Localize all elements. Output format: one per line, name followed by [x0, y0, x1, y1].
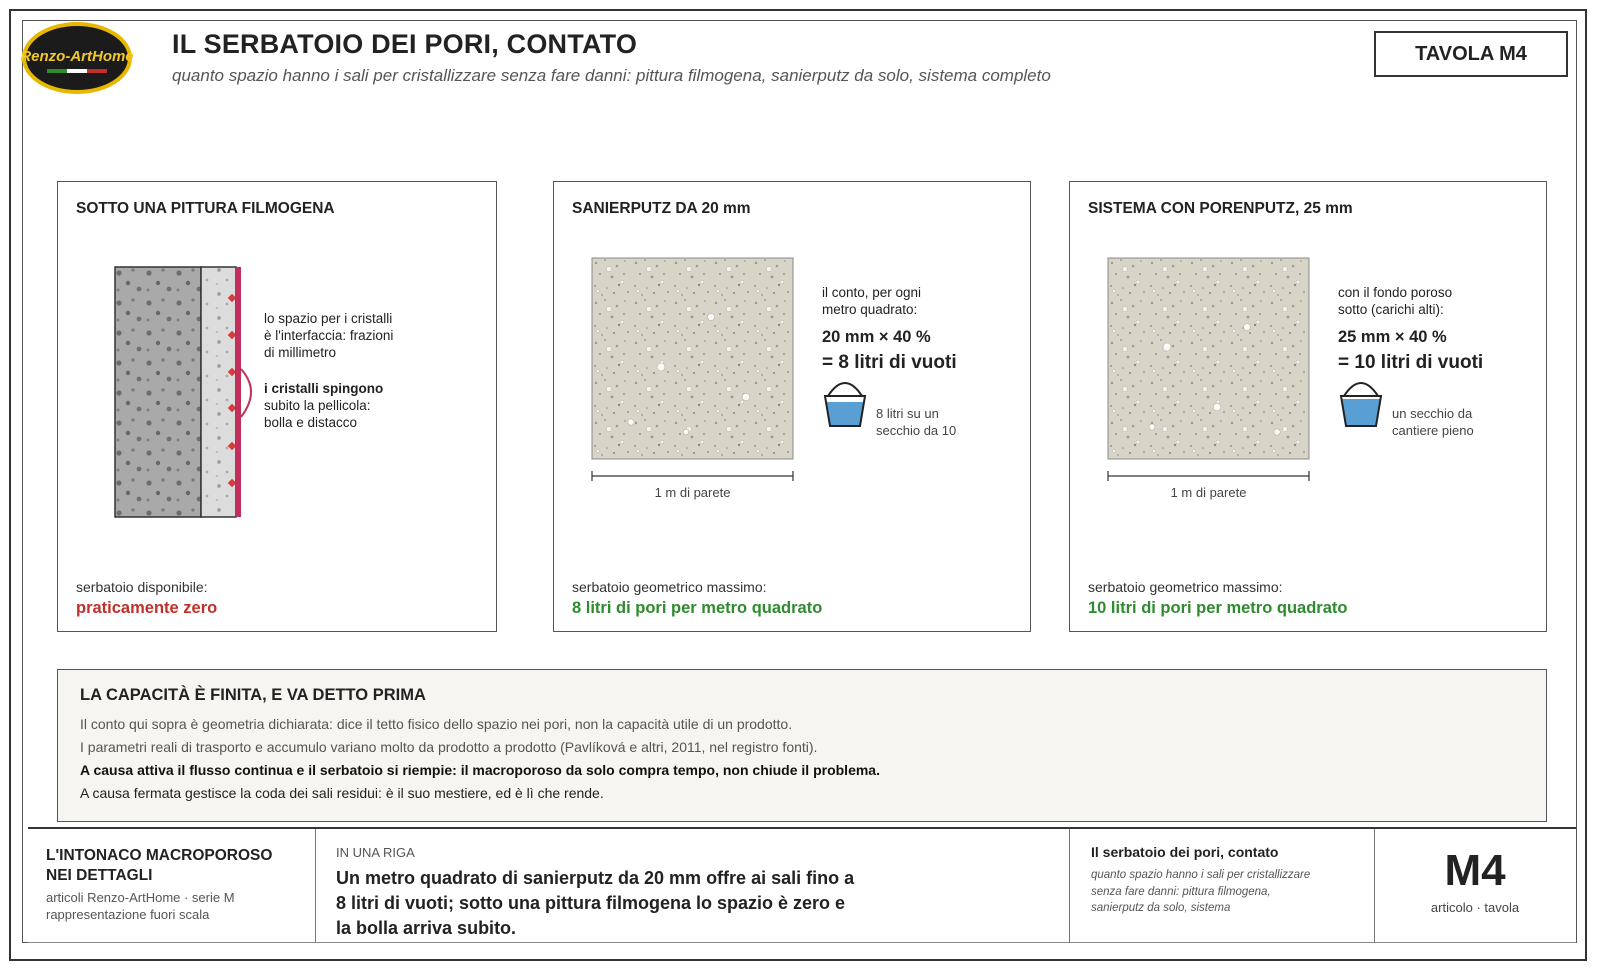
- one-line-label: IN UNA RIGA: [336, 845, 415, 860]
- series-subtitle: articoli Renzo-ArtHome · serie M rappresentazione fuori scala: [46, 890, 235, 922]
- tavola-badge: TAVOLA M4: [1374, 31, 1568, 77]
- article-code-label: articolo · tavola: [1430, 900, 1520, 915]
- panel-porenputz: [1069, 181, 1547, 632]
- bucket-water: [1342, 399, 1379, 426]
- article-code: M4: [1444, 846, 1506, 895]
- interface-note: lo spazio per i cristalli è l'interfaccia: frazioni di millimetro: [264, 311, 394, 360]
- notes-line: A causa fermata gestisce la coda dei sali residui: è il suo mestiere, ed è lì che rende.: [80, 785, 604, 801]
- bucket-handle: [1344, 383, 1378, 396]
- masonry-layer: [115, 267, 201, 517]
- article-subtitle: quanto spazio hanno i sali per cristallizzare senza fare danni: pittura filmogena, sanierputz da solo, sistema: [1091, 869, 1311, 914]
- crystals-note: i cristalli spingono subito la pellicola: bolla e distacco: [264, 381, 384, 430]
- calc-intro: con il fondo poroso sotto (carichi alti):: [1338, 285, 1453, 317]
- bucket-icon: [1338, 374, 1384, 430]
- article-title: Il serbatoio dei pori, contato: [1091, 844, 1279, 860]
- page-title: IL SERBATOIO DEI PORI, CONTATO: [172, 29, 638, 59]
- calc-intro: il conto, per ogni metro quadrato:: [822, 285, 922, 317]
- bucket-handle: [828, 383, 862, 396]
- calc-result: = 10 litri di vuoti: [1338, 352, 1484, 373]
- panel-sanierputz: [553, 181, 1031, 632]
- foot-label: serbatoio disponibile:: [76, 579, 208, 595]
- bucket-note: un secchio da cantiere pieno: [1392, 406, 1474, 438]
- logo: [20, 20, 134, 96]
- calc-result: = 8 litri di vuoti: [822, 352, 957, 373]
- panel-title: SOTTO UNA PITTURA FILMOGENA: [76, 200, 335, 217]
- panel-title: SISTEMA CON PORENPUTZ, 25 mm: [1088, 200, 1353, 217]
- foot-label: serbatoio geometrico massimo:: [572, 579, 767, 595]
- plaster-layer: [201, 267, 236, 517]
- panel-title: SANIERPUTZ DA 20 mm: [572, 200, 751, 217]
- plaster-texture-square: [1107, 257, 1310, 460]
- footer-bottom-rule: [28, 942, 1576, 943]
- scale-label: 1 m di parete: [1170, 485, 1247, 500]
- notes-line-emphasis: A causa attiva il flusso continua e il serbatoio si riempie: il macroporoso da solo compra tempo, non chiude il problema.: [80, 762, 880, 778]
- plaster-texture-square: [591, 257, 794, 460]
- panel-pittura-filmogena: [57, 181, 497, 632]
- one-line-summary: Un metro quadrato di sanierputz da 20 mm offre ai sali fino a 8 litri di vuoti; sotto una pittura filmogena lo spazio è zero e la bolla arriva subito.: [336, 868, 855, 938]
- calc-formula: 20 mm × 40 %: [822, 328, 931, 346]
- bucket-note: 8 litri su un secchio da 10: [876, 406, 957, 438]
- bucket-water: [827, 402, 863, 426]
- foot-label: serbatoio geometrico massimo:: [1088, 579, 1283, 595]
- foot-value: 8 litri di pori per metro quadrato: [572, 599, 823, 617]
- foot-value: praticamente zero: [76, 599, 218, 617]
- notes-box: [57, 669, 1547, 822]
- page-subtitle: quanto spazio hanno i sali per cristallizzare senza fare danni: pittura filmogena, sanierputz da solo, sistema completo: [172, 66, 1051, 85]
- wall-section-diagram: [113, 265, 253, 519]
- notes-line: Il conto qui sopra è geometria dichiarata: dice il tetto fisico dello spazio nei pori, non la capacità utile di un prodotto.: [80, 716, 793, 732]
- blister-bulge: [241, 369, 251, 417]
- notes-line: I parametri reali di trasporto e accumulo variano molto da prodotto a prodotto (Pavlíková e altri, 2011, nel registro fonti).: [80, 739, 818, 755]
- film-paint-layer: [236, 267, 241, 517]
- scale-bar: [1107, 470, 1310, 482]
- scale-label: 1 m di parete: [654, 485, 731, 500]
- footer-divider: [1069, 829, 1070, 942]
- foot-value: 10 litri di pori per metro quadrato: [1088, 599, 1348, 617]
- footer-divider: [315, 829, 316, 942]
- notes-title: LA CAPACITÀ È FINITA, E VA DETTO PRIMA: [80, 686, 426, 704]
- bucket-icon: [822, 374, 868, 430]
- calc-formula: 25 mm × 40 %: [1338, 328, 1447, 346]
- logo-text: Renzo-ArtHome: [20, 48, 134, 65]
- scale-bar: [591, 470, 794, 482]
- footer-rule: [28, 827, 1576, 829]
- series-title: L'INTONACO MACROPOROSO NEI DETTAGLI: [46, 847, 273, 884]
